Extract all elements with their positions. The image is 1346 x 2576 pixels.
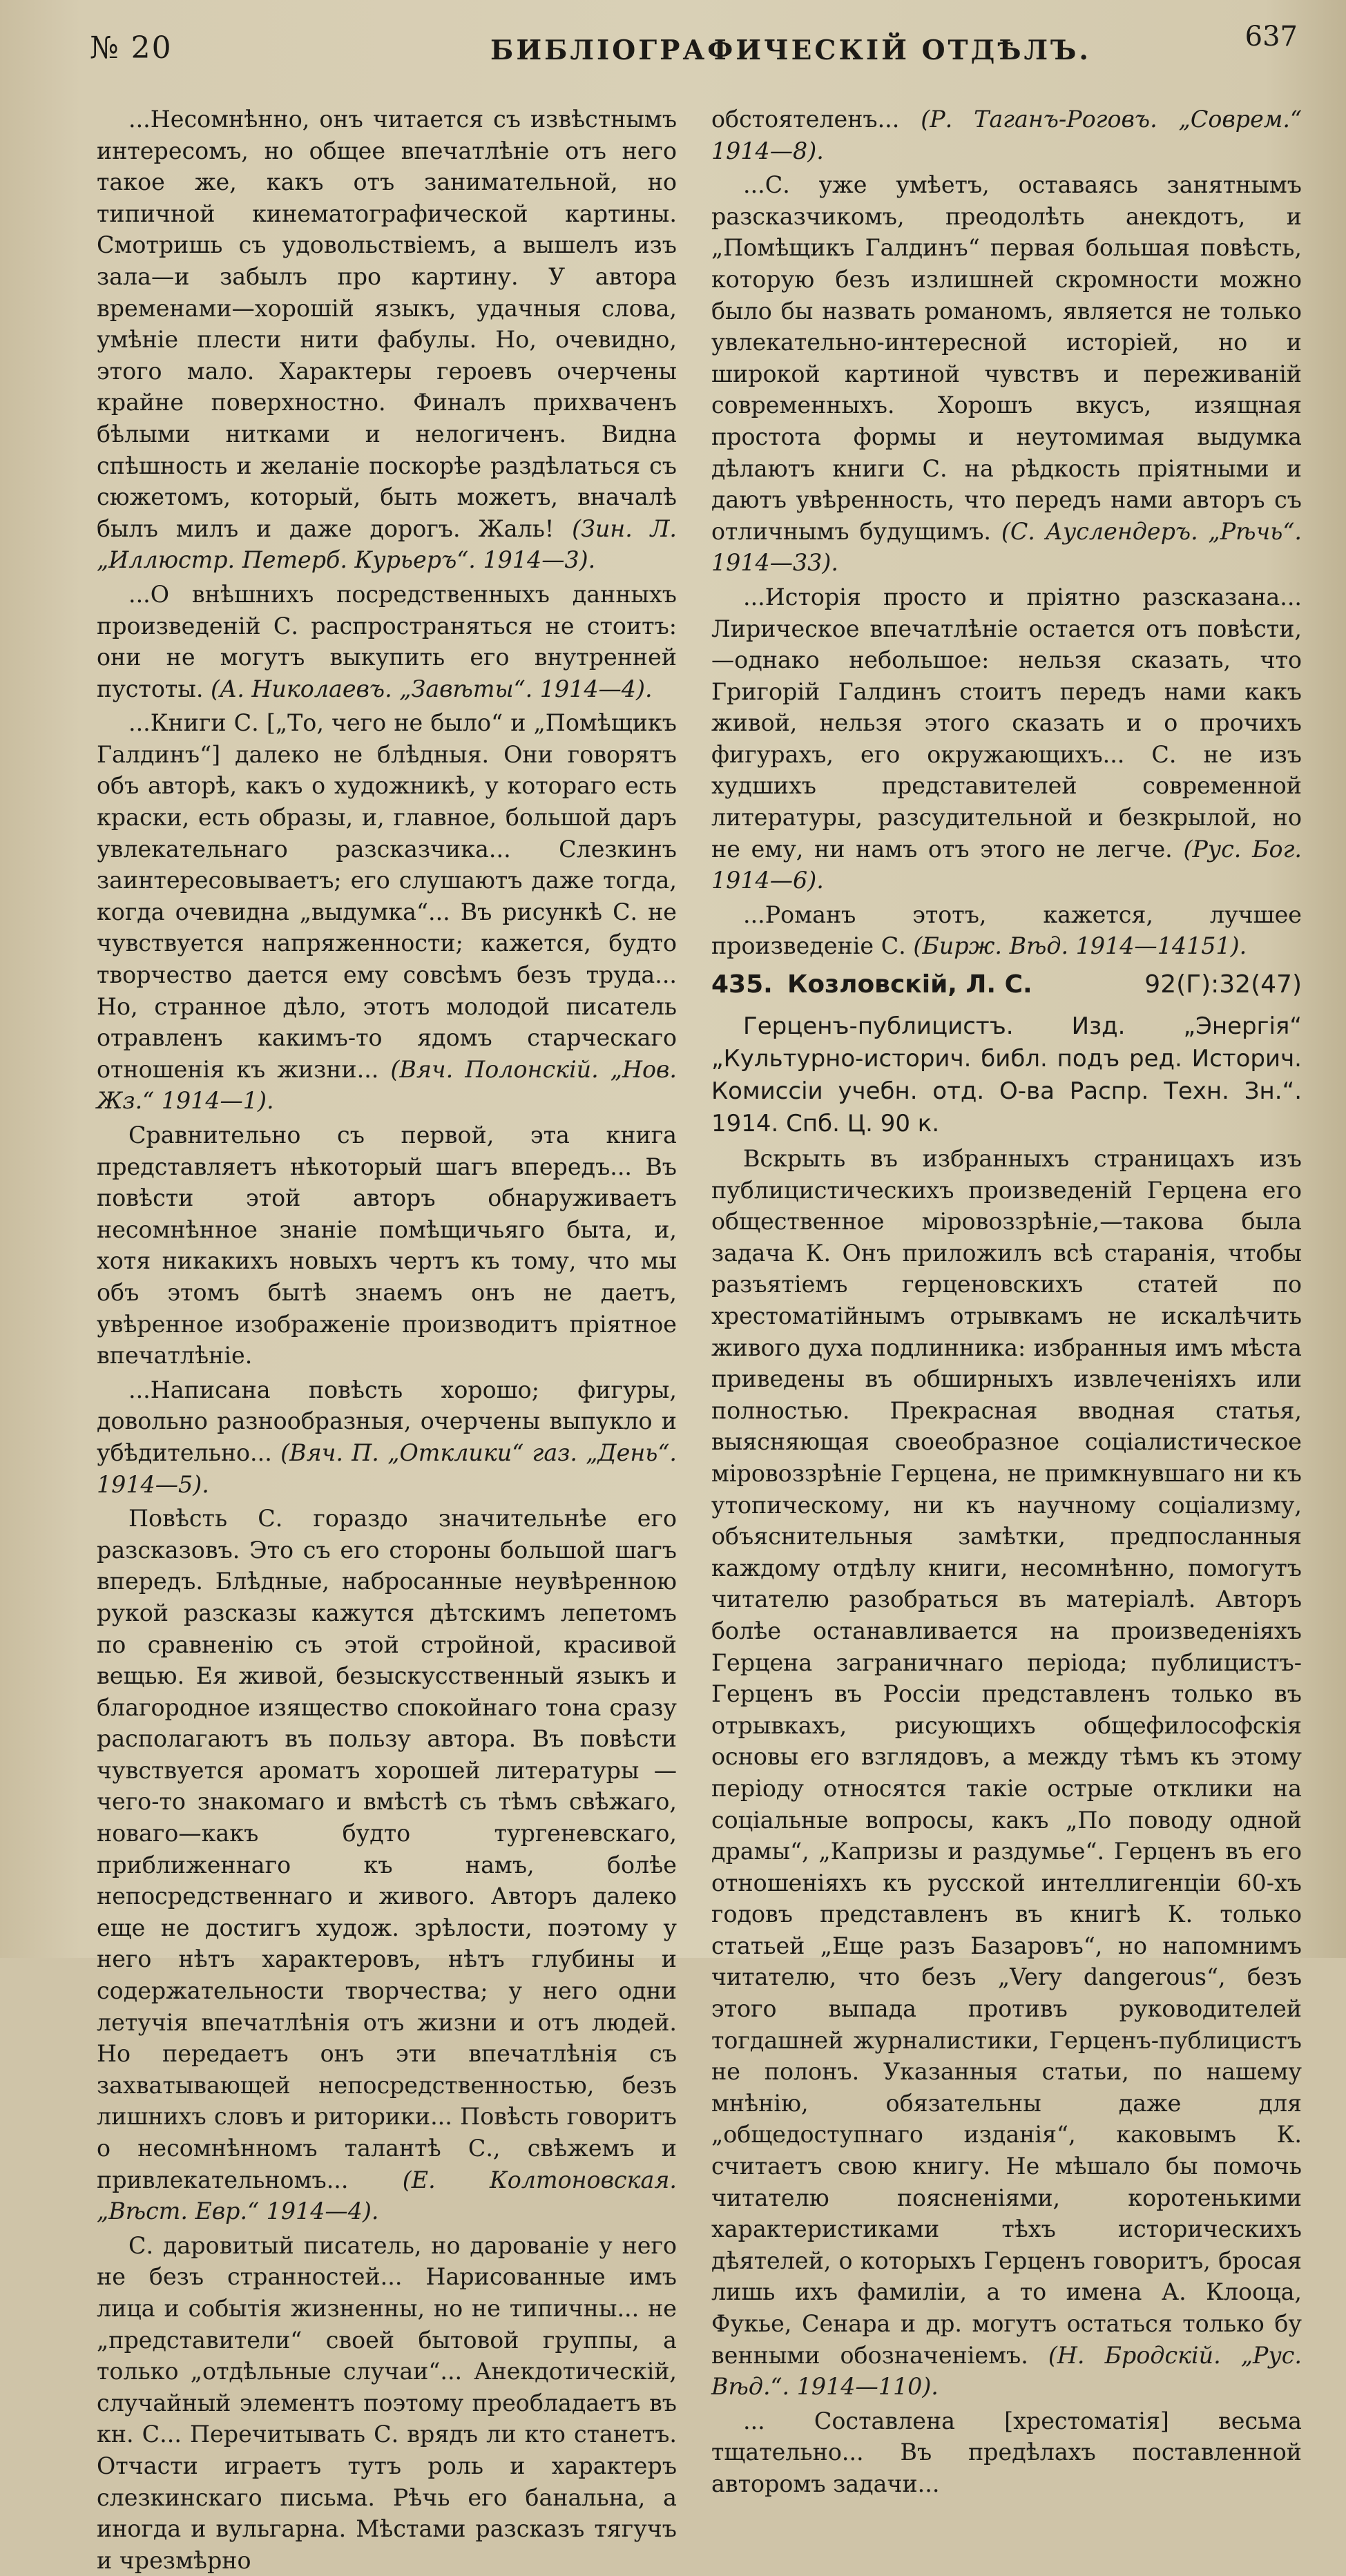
review-paragraph: ...Исторія просто и пріятно разсказана... Лирическое впечатлѣніе остается отъ повѣсти,—однако небольшое: нельзя сказать, что Григорій Галдинъ стоитъ передъ нами какъ живой, нельзя этого сказать и о прочихъ фигурахъ, его окружающихъ... С. не изъ худшихъ представителей современной литературы, разсудительной и безкрылой, но не ему, ни намъ отъ этого не легче. (Рус. Бог. 1914—6). bbox=[711, 583, 1302, 894]
left-column bbox=[97, 104, 677, 2574]
issue-number: № 20 bbox=[90, 30, 173, 66]
review-paragraph: С. даровитый писатель, но дарованіе у него не безъ странностей... Нарисованные имъ лица и событія жизненны, но не типичны... не „представители“ своей бытовой группы, а только „отдѣльные случаи“... Анекдотическій, случайный элементъ поэтому преобладаетъ въ кн. С... Перечитывать С. врядъ ли кто станетъ. Отчасти играетъ тутъ роль и характеръ слезкинскаго письма. Рѣчь его банальна, а иногда и вульгарна. Мѣстами разсказъ тягучъ и чрезмѣрно bbox=[97, 2231, 677, 2574]
review-paragraph: Сравнительно съ первой, эта книга представляетъ нѣкоторый шагъ впередъ... Въ повѣсти этой авторъ обнаруживаетъ несомнѣнное знаніе помѣщичьяго быта, и, хотя никакихъ новыхъ чертъ къ тому, что мы объ этомъ бытѣ знаемъ онъ не даетъ, увѣренное изображеніе производитъ пріятное впечатлѣніе. bbox=[97, 1122, 677, 1369]
entry-classification: 92(Г):32(47) bbox=[1144, 970, 1302, 999]
review-paragraph: Повѣсть С. гораздо значительнѣе его разсказовъ. Это съ его стороны большой шагъ впередъ. Блѣдные, набросанные неувѣренною рукой разсказы кажутся дѣтскимъ лепетомъ по сравненію съ этой стройной, красивой вещью. Ея живой, безыскусственный языкъ и благородное изящество спокойнаго тона сразу располагаютъ въ пользу автора. Въ повѣсти чувствуется ароматъ хорошей литературы — чего-то знакомаго и вмѣстѣ съ тѣмъ свѣжаго, новаго—какъ будто тургеневскаго, приближеннаго къ намъ, болѣе непосредственнаго и живого. Авторъ далеко еще не достигъ худож. зрѣлости, поэтому у него нѣтъ характеровъ, нѣтъ глубины и содержательности творчества; у него одни летучія впечатлѣнія отъ жизни и отъ людей. Но передаетъ онъ эти впечатлѣнія съ захватывающей непосредственностью, безъ лишнихъ словъ и риторики... Повѣсть говоритъ о несомнѣнномъ талантѣ С., свѣжемъ и привлекательномъ... (Е. Колтоновская. „Вѣст. Евр.“ 1914—4). bbox=[97, 1505, 677, 2225]
review-paragraph: Вскрыть въ избранныхъ страницахъ изъ публицистическихъ произведеній Герцена его общественное міровоззрѣніе,—такова была задача К. Онъ приложилъ всѣ старанія, чтобы разъятіемъ герценовскихъ статей по хрестоматійнымъ отрывкамъ не искалѣчить живого духа подлинника: избранныя имъ мѣста приведены въ обширныхъ извлеченіяхъ или полностью. Прекрасная вводная статья, выясняющая своеобразное соціалистическое міровоззрѣніе Герцена, не примкнувшаго ни къ утопическому, ни къ научному соціализму, объяснительныя замѣтки, предпосланныя каждому отдѣлу книги, несомнѣнно, помогутъ читателю разобраться въ матеріалѣ. Авторъ болѣе останавливается на произведеніяхъ Герцена заграничнаго періода; публицистъ-Герценъ въ Россіи представленъ только въ отрывкахъ, рисующихъ общефилософскія основы его взглядовъ, а между тѣмъ къ этому періоду относятся такіе острые отклики на соціальные вопросы, какъ „По поводу одной драмы“, „Капризы и раздумье“. Герценъ въ его отношеніяхъ къ русской интеллигенціи 60-хъ годовъ представленъ въ книгѣ К. только статьей „Еще разъ Базаровъ“, но напомнимъ читателю, что безъ „Very dangerous“, безъ этого выпада противъ руководителей тогдашней журналистики, Герценъ-публицистъ не полонъ. Указанныя статьи, по нашему мнѣнію, обязательны даже для „общедоступнаго изданія“, каковымъ К. считаетъ свою книгу. Не мѣшало бы помочь читателю поясненіями, коротенькими характеристиками тѣхъ историческихъ дѣятелей, о которыхъ Герценъ говоритъ, бросая лишь ихъ фамиліи, а то имена А. Клооца, Фукье, Сенара и др. могутъ остаться только бу венными обозначеніемъ. (Н. Бродскій. „Рус. Вѣд.“. 1914—110). bbox=[711, 1145, 1302, 2401]
page-header bbox=[90, 21, 1298, 76]
review-paragraph: ...Несомнѣнно, онъ читается съ извѣстнымъ интересомъ, но общее впечатлѣніе отъ него такое же, какъ отъ занимательной, но типичной кинематографической картины. Смотришь съ удовольствіемъ, а вышелъ изъ зала—и забылъ про картину. У автора временами—хорошій языкъ, удачныя слова, умѣніе плести нити фабулы. Но, очевидно, этого мало. Характеры героевъ очерчены крайне поверхностно. Финалъ прихваченъ бѣлыми нитками и нелогиченъ. Видна спѣшность и желаніе поскорѣе раздѣлаться съ сюжетомъ, который, быть можетъ, вначалѣ былъ милъ и даже дорогъ. Жаль! (Зин. Л. „Иллюстр. Петерб. Курьеръ“. 1914—3). bbox=[97, 106, 677, 574]
page-number: 637 bbox=[1244, 21, 1298, 52]
review-paragraph: ...Книги С. [„То, чего не было“ и „Помѣщикъ Галдинъ“] далеко не блѣдныя. Они говорятъ объ авторѣ, какъ о художникѣ, у котораго есть краски, есть образы, и, главное, большой даръ увлекательнаго разсказчика... Слезкинъ заинтересовываетъ; его слушаютъ даже тогда, когда очевидна „выдумка“... Въ рисункѣ С. не чувствуется напряженности; кажется, будто творчество дается ему совсѣмъ безъ труда... Но, странное дѣло, этотъ молодой писатель отравленъ какимъ-то ядомъ старческаго отношенія къ жизни... (Вяч. Полонскій. „Нов. Жз.“ 1914—1). bbox=[97, 709, 677, 1115]
review-paragraph: ...С. уже умѣетъ, оставаясь занятнымъ разсказчикомъ, преодолѣть анекдотъ, и „Помѣщикъ Галдинъ“ первая большая повѣсть, которую безъ излишней скромности можно было бы назвать романомъ, является не только увлекательно-интересной исторіей, но и широкой картиной чувствъ и переживаній современныхъ. Хорошъ вкусъ, изящная простота формы и неутомимая выдумка дѣлаютъ книги С. на рѣдкость пріятными и даютъ увѣренность, что передъ нами авторъ съ отличнымъ будущимъ. (С. Ауслендеръ. „Рѣчь“. 1914—33). bbox=[711, 171, 1302, 577]
review-paragraph: ...О внѣшнихъ посредственныхъ данныхъ произведеній С. распространяться не стоитъ: они не могутъ выкупить его внутренней пустоты. (А. Николаевъ. „Завѣты“. 1914—4). bbox=[97, 580, 677, 702]
section-title: БИБЛІОГРАФИЧЕСКІЙ ОТДѢЛЪ. bbox=[490, 35, 1091, 66]
right-column bbox=[711, 104, 1302, 2497]
review-paragraph: обстоятеленъ... (Р. Таганъ-Роговъ. „Соврем.“ 1914—8). bbox=[711, 106, 1302, 164]
review-paragraph: ...Романъ этотъ, кажется, лучшее произведеніе С. (Бирж. Вѣд. 1914—14151). bbox=[711, 901, 1302, 960]
review-paragraph: ...Написана повѣсть хорошо; фигуры, довольно разнообразныя, очерчены выпукло и убѣдительно... (Вяч. П. „Отклики“ газ. „День“. 1914—5). bbox=[97, 1376, 677, 1498]
entry-description: Герценъ-публицистъ. Изд. „Энергія“ „Культурно-историч. библ. подъ ред. Историч. Комиссіи учебн. отд. О-ва Распр. Техн. Зн.“. 1914. Спб. Ц. 90 к. bbox=[711, 1012, 1302, 1138]
entry-author: Козловскій, Л. С. bbox=[787, 970, 1032, 999]
entry-number: 435. bbox=[711, 970, 773, 999]
review-paragraph: ... Составлена [хрестоматія] весьма тщательно... Въ предѣлахъ поставленной авторомъ задачи... bbox=[711, 2407, 1302, 2497]
bibliography-entry-heading bbox=[711, 966, 1302, 1006]
